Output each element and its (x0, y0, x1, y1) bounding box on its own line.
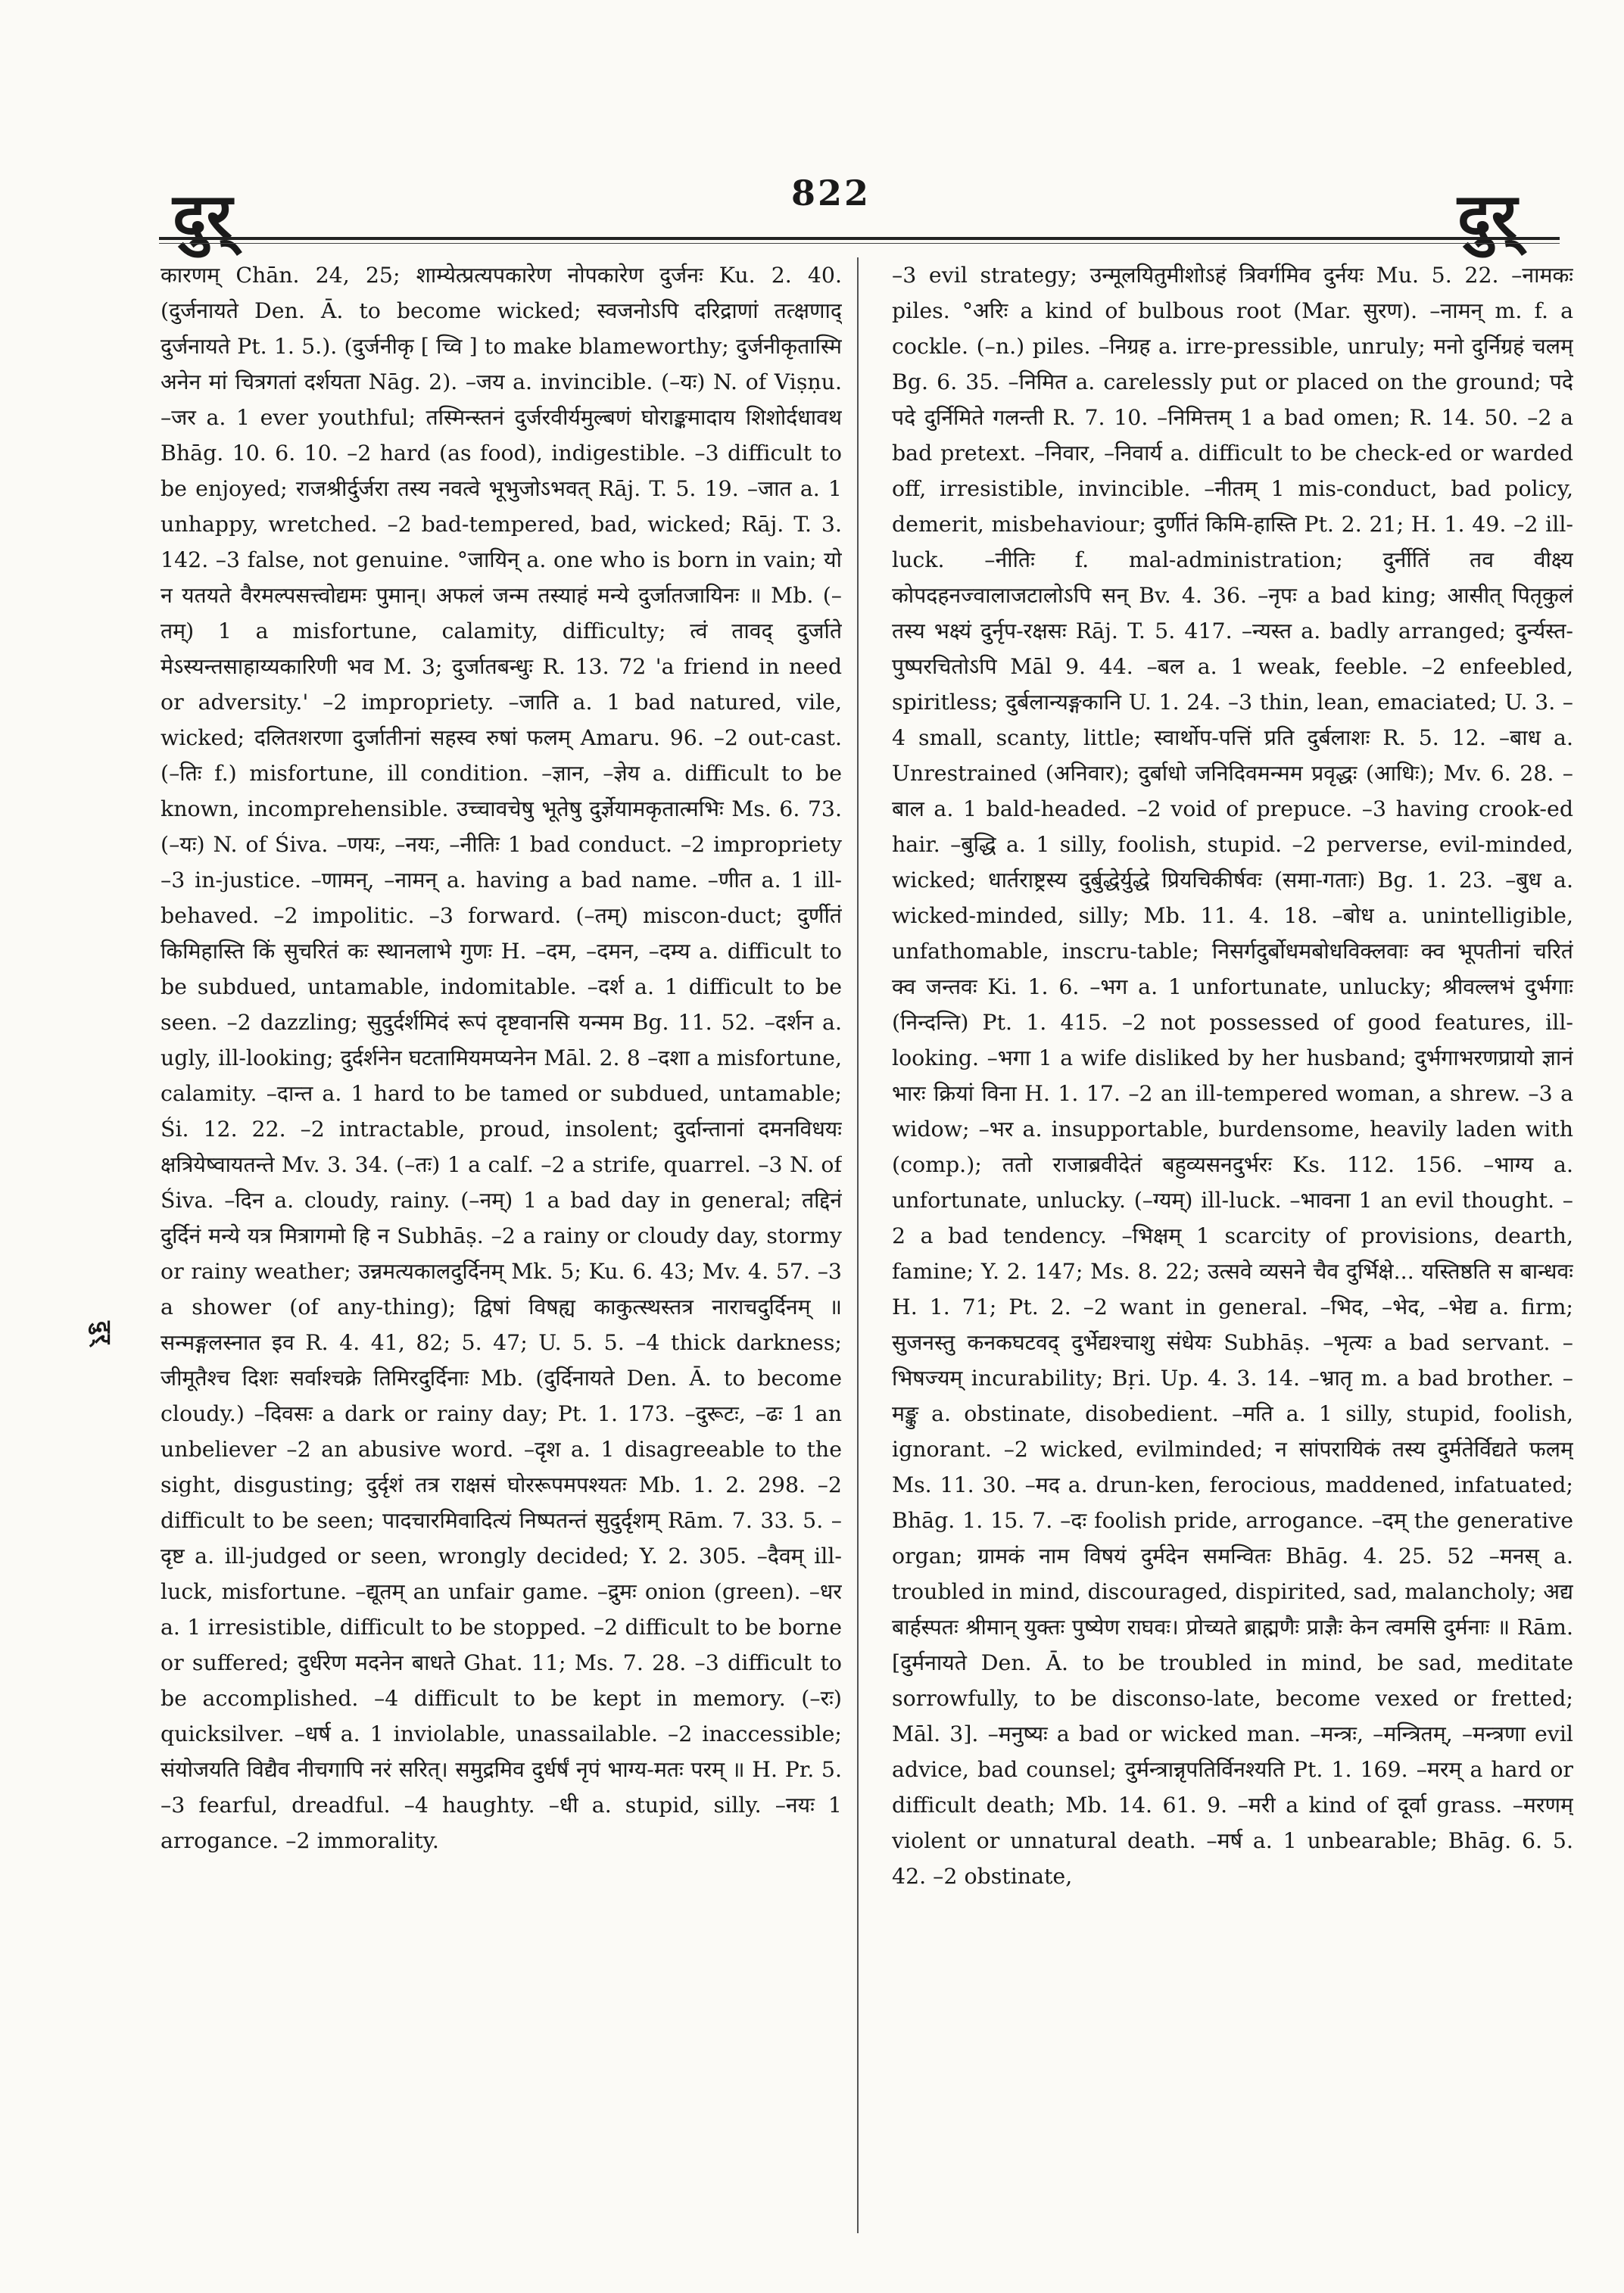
margin-mark: दुर् (89, 1321, 116, 1346)
header-rule-thin (159, 243, 1560, 244)
page-header (0, 0, 1624, 254)
right-headword: दुर् (1457, 179, 1517, 254)
right-column-text: –3 evil strategy; उन्मूलयितुमीशोऽहं त्रिवर्गमिव दुर्नयः Mu. 5. 22. –नामकः piles. °अरिः a kind of bulbous root (Mar. सुरण). –नामन् m. f. a cockle. (–n.) piles. –निग्रह a. irre-pressible, unruly; मनो दुर्निग्रहं चलम् Bg. 6. 35. –निमित a. carelessly put or placed on the ground; पदे पदे दुर्निमिते गलन्ती R. 7. 10. –निमित्तम् 1 a bad omen; R. 14. 50. –2 a bad pretext. –निवार, –निवार्य a. difficult to be check-ed or warded off, irresistible, invincible. –नीतम् 1 mis-conduct, bad policy, demerit, misbehaviour; दुर्णीतं किमि-हास्ति Pt. 2. 21; H. 1. 49. –2 ill-luck. –नीतिः f. mal-administration; दुर्नीतिं तव वीक्ष्य कोपदहनज्वालाजटालोऽपि सन् Bv. 4. 36. –नृपः a bad king; आसीत् पितृकुलं तस्य भक्ष्यं दुर्नृप-रक्षसः Rāj. T. 5. 417. –न्यस्त a. badly arranged; दुर्न्यस्त-पुष्परचितोऽपि Māl 9. 44. –बल a. 1 weak, feeble. –2 enfeebled, spiritless; दुर्बलान्यङ्गकानि U. 1. 24. –3 thin, lean, emaciated; U. 3. –4 small, scanty, little; स्वार्थोप-पत्तिं प्रति दुर्बलाशः R. 5. 12. –बाध a. Unrestrained (अनिवार); दुर्बाधो जनिदिवमन्मम प्रवृद्धः (आधिः); Mv. 6. 28. –बाल a. 1 bald-headed. –2 void of prepuce. –3 having crook-ed hair. –बुद्धि a. 1 silly, foolish, stupid. –2 perverse, evil-minded, wicked; धार्तराष्ट्रस्य दुर्बुद्धेर्युद्धे प्रियचिकीर्षवः (समा-गताः) Bg. 1. 23. –बुध a. wicked-minded, silly; Mb. 11. 4. 18. –बोध a. unintelligible, unfathomable, inscru-table; निसर्गदुर्बोधमबोधविक्लवाः क्व भूपतीनां चरितं क्व जन्तवः Ki. 1. 6. –भग a. 1 unfortunate, unlucky; श्रीवल्लभं दुर्भगाः (निन्दन्ति) Pt. 1. 415. –2 not possessed of good features, ill-looking. –भगा 1 a wife disliked by her husband; दुर्भगाभरणप्रायो ज्ञानं भारः क्रियां विना H. 1. 17. –2 an ill-tempered woman, a shrew. –3 a widow; –भर a. insupportable, burdensome, heavily laden with (comp.); ततो राजाब्रवीदेतं बहुव्यसनदुर्भरः Ks. 112. 156. –भाग्य a. unfortunate, unlucky. (–ग्यम्) ill-luck. –भावना 1 an evil thought. –2 a bad tendency. –भिक्षम् 1 scarcity of provisions, dearth, famine; Y. 2. 147; Ms. 8. 22; उत्सवे व्यसने चैव दुर्भिक्षे... यस्तिष्ठति स बान्धवः H. 1. 71; Pt. 2. –2 want in general. –भिद, –भेद, –भेद्य a. firm; सुजनस्तु कनकघटवद् दुर्भेद्यश्चाशु संधेयः Subhāṣ. –भृत्यः a bad servant. –भिषज्यम् incurability; Bṛi. Up. 4. 3. 14. –भ्रातृ m. a bad brother. –मङ्कु a. obstinate, disobedient. –मति a. 1 silly, stupid, foolish, ignorant. –2 wicked, evilminded; न सांपरायिकं तस्य दुर्मतेर्विद्यते फलम् Ms. 11. 30. –मद a. drun-ken, ferocious, maddened, infatuated; Bhāg. 1. 15. 7. –दः foolish pride, arrogance. –दम् the generative organ; ग्रामकं नाम विषयं दुर्मदेन समन्वितः Bhāg. 4. 25. 52 –मनस् a. troubled in mind, discouraged, dispirited, sad, malancholy; अद्य बार्हस्पतः श्रीमान् युक्तः पुष्येण राघवः। प्रोच्यते ब्राह्मणैः प्राज्ञैः केन त्वमसि दुर्मनाः ॥ Rām. [दुर्मनायते Den. Ā. to be troubled in mind, be sad, meditate sorrowfully, to be disconso-late, become vexed or fretted; Māl. 3]. –मनुष्यः a bad or wicked man. –मन्त्रः, –मन्त्रितम्, –मन्त्रणा evil advice, bad counsel; दुर्मन्त्रान्नृपतिर्विनश्यति Pt. 1. 169. –मरम् a hard or difficult death; Mb. 14. 61. 9. –मरी a kind of दूर्वा grass. –मरणम् violent or unnatural death. –मर्ष a. 1 unbearable; Bhāg. 6. 5. 42. –2 obstinate, (892, 263, 1573, 1889)
column-divider (857, 257, 859, 2233)
left-headword: दुर् (173, 179, 232, 254)
left-column (161, 257, 842, 2241)
right-column (892, 257, 1573, 2241)
left-column-text: कारणम् Chān. 24, 25; शाम्येत्प्रत्यपकारेण नोपकारेण दुर्जनः Ku. 2. 40. (दुर्जनायते Den. Ā. to become wicked; स्वजनोऽपि दरिद्राणां तत्क्षणाद् दुर्जनायते Pt. 1. 5.). (दुर्जनीकृ [ च्वि ] to make blameworthy; दुर्जनीकृतास्मि अनेन मां चित्रगतां दर्शयता Nāg. 2). –जय a. invincible. (–यः) N. of Viṣṇu. –जर a. 1 ever youthful; तस्मिन्स्तनं दुर्जरवीर्यमुल्बणं घोराङ्कमादाय शिशोर्दधावथ Bhāg. 10. 6. 10. –2 hard (as food), indigestible. –3 difficult to be enjoyed; राजश्रीर्दुर्जरा तस्य नवत्वे भूभुजोऽभवत् Rāj. T. 5. 19. –जात a. 1 unhappy, wretched. –2 bad-tempered, bad, wicked; Rāj. T. 3. 142. –3 false, not genuine. °जायिन् a. one who is born in vain; यो न यतयते वैरमल्पसत्त्वोद्यमः पुमान्। अफलं जन्म तस्याहं मन्ये दुर्जातजायिनः ॥ Mb. (–तम्) 1 a misfortune, calamity, difficulty; त्वं तावद् दुर्जाते मेऽस्यन्तसाहाय्यकारिणी भव M. 3; दुर्जातबन्धुः R. 13. 72 'a friend in need or adversity.' –2 impropriety. –जाति a. 1 bad natured, vile, wicked; दलितशरणा दुर्जातीनां सहस्व रुषां फलम् Amaru. 96. –2 out-cast. (–तिः f.) misfortune, ill condition. –ज्ञान, –ज्ञेय a. difficult to be known, incomprehensible. उच्चावचेषु भूतेषु दुर्ज्ञेयामकृतात्मभिः Ms. 6. 73. (–यः) N. of Śiva. –णयः, –नयः, –नीतिः 1 bad conduct. –2 impropriety –3 in-justice. –णामन्, –नामन् a. having a bad name. –णीत a. 1 ill-behaved. –2 impolitic. –3 forward. (–तम्) miscon-duct; दुर्णीतं किमिहास्ति किं सुचरितं कः स्थानलाभे गुणः H. –दम, –दमन, –दम्य a. difficult to be subdued, untamable, indomitable. –दर्श a. 1 difficult to be seen. –2 dazzling; सुदुर्दर्शमिदं रूपं दृष्टवानसि यन्मम Bg. 11. 52. –दर्शन a. ugly, ill-looking; दुर्दर्शनेन घटतामियमप्यनेन Māl. 2. 8 –दशा a misfortune, calamity. –दान्त a. 1 hard to be tamed or subdued, untamable; Śi. 12. 22. –2 intractable, proud, insolent; दुर्दान्तानां दमनविधयः क्षत्रियेष्वायतन्ते Mv. 3. 34. (–तः) 1 a calf. –2 a strife, quarrel. –3 N. of Śiva. –दिन a. cloudy, rainy. (–नम्) 1 a bad day in general; तद्दिनं दुर्दिनं मन्ये यत्र मित्रागमो हि न Subhāṣ. –2 a rainy or cloudy day, stormy or rainy weather; उन्नमत्यकालदुर्दिनम् Mk. 5; Ku. 6. 43; Mv. 4. 57. –3 a shower (of any-thing); द्विषां विषह्य काकुत्स्थस्तत्र नाराचदुर्दिनम् ॥ सन्मङ्गलस्नात इव R. 4. 41, 82; 5. 47; U. 5. 5. –4 thick darkness; जीमूतैश्च दिशः सर्वाश्चक्रे तिमिरदुर्दिनाः Mb. (दुर्दिनायते Den. Ā. to become cloudy.) –दिवसः a dark or rainy day; Pt. 1. 173. –दुरूटः, –ढः 1 an unbeliever –2 an abusive word. –दृश a. 1 disagreeable to the sight, disgusting; दुर्दृशं तत्र राक्षसं घोररूपमपश्यतः Mb. 1. 2. 298. –2 difficult to be seen; पादचारमिवादित्यं निष्पतन्तं सुदुर्दृशम् Rām. 7. 33. 5. –दृष्ट a. ill-judged or seen, wrongly decided; Y. 2. 305. –दैवम् ill-luck, misfortune. –द्यूतम् an unfair game. –द्रुमः onion (green). –धर a. 1 irresistible, difficult to be stopped. –2 difficult to be borne or suffered; दुर्धरेण मदनेन बाधते Ghat. 11; Ms. 7. 28. –3 difficult to be accomplished. –4 difficult to be kept in memory. (–रः) quicksilver. –धर्ष a. 1 inviolable, unassailable. –2 inaccessible; संयोजयति विद्यैव नीचगापि नरं सरित्। समुद्रमिव दुर्धर्षं नृपं भाग्य-मतः परम् ॥ H. Pr. 5. –3 fearful, dreadful. –4 haughty. –धी a. stupid, silly. –नयः 1 arrogance. –2 immorality. (161, 263, 842, 1853)
page-number: 822 (791, 173, 871, 213)
header-rule (159, 237, 1560, 240)
